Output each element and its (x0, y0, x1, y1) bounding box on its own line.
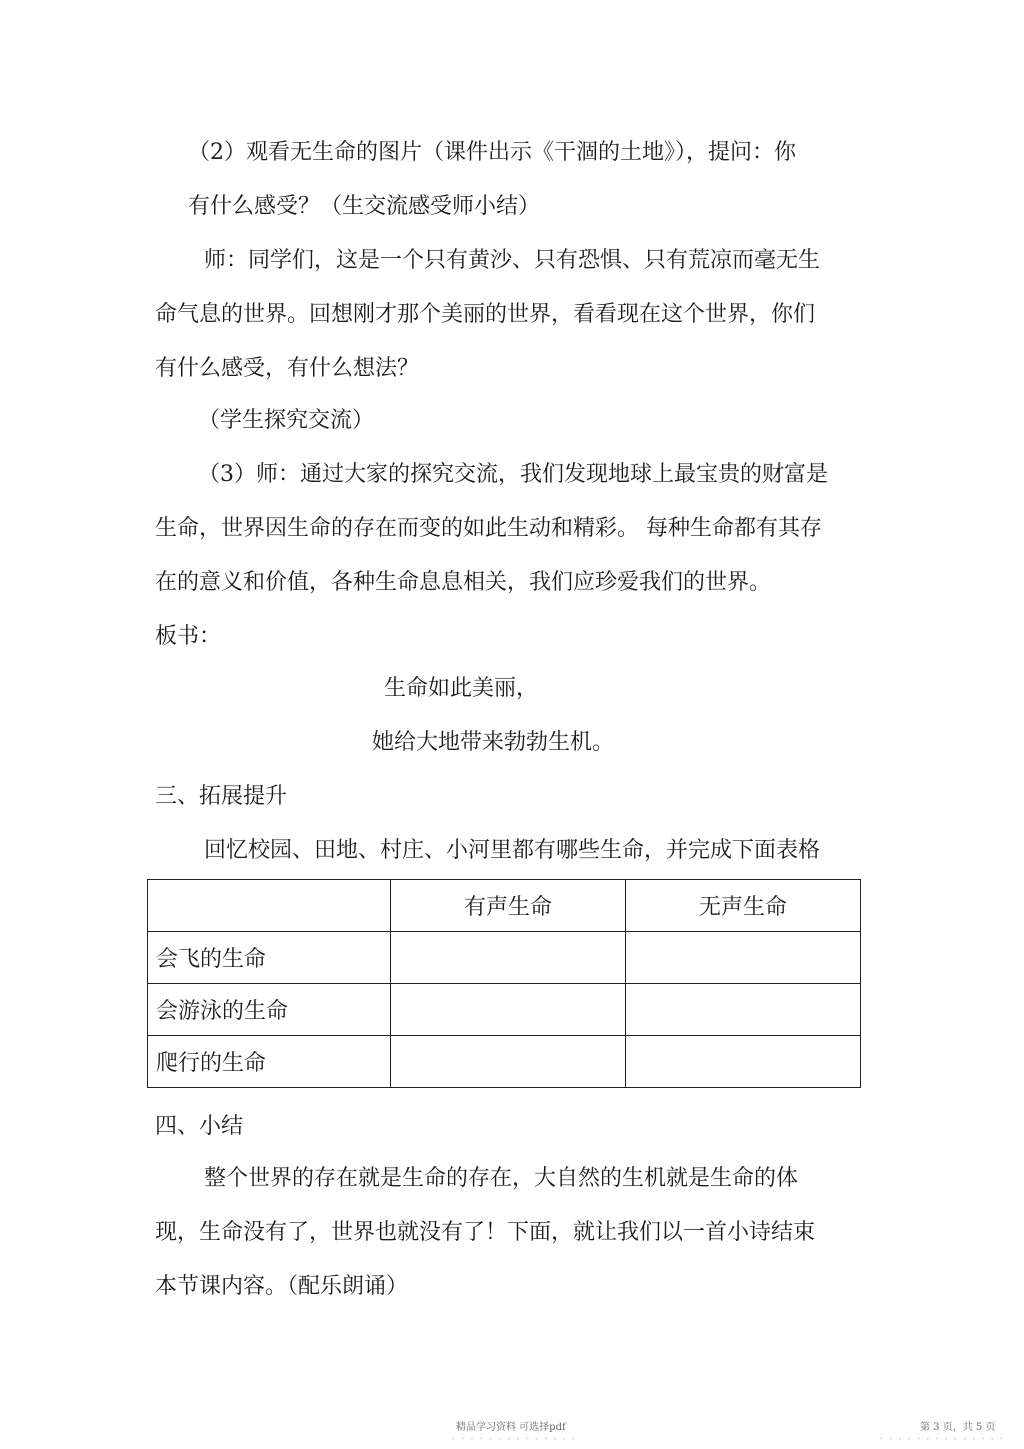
footer-left-text: 精品学习资料 可选择pdf (456, 1422, 566, 1433)
table-cell (391, 1036, 626, 1088)
table-row (148, 932, 861, 984)
table-row-label: 爬行的生命 (148, 1036, 391, 1088)
table-row-label: 会飞的生命 (148, 932, 391, 984)
table-row (148, 880, 861, 932)
section-heading: 四、小结 (155, 1114, 244, 1139)
text-line: 有什么感受，有什么想法？ (155, 356, 420, 381)
text-line: 本节课内容。（配乐朗诵） (155, 1274, 409, 1299)
footer-dashes-right: - - - - - - - - - - - - - - (880, 1434, 1005, 1443)
footer-page-number: 第 3 页，共 5 页 (920, 1422, 996, 1433)
table-cell (626, 1036, 861, 1088)
text-line: 生命如此美丽， (384, 676, 539, 701)
table-header-cell: 无声生命 (626, 880, 861, 932)
table-row (148, 984, 861, 1036)
table-row-label: 会游泳的生命 (148, 984, 391, 1036)
table-header-cell (148, 880, 391, 932)
text-line: （2）观看无生命的图片（课件出示《干涸的土地》），提问：你 (188, 140, 796, 165)
table-cell (626, 984, 861, 1036)
text-line: 有什么感受？（生交流感受师小结） (188, 194, 541, 219)
table-cell (626, 932, 861, 984)
text-line: 命气息的世界。回想刚才那个美丽的世界，看看现在这个世界，你们 (155, 302, 816, 327)
text-line: 师：同学们，这是一个只有黄沙、只有恐惧、只有荒凉而毫无生 (204, 248, 821, 273)
text-line: 在的意义和价值，各种生命息息相关，我们应珍爱我们的世界。 (155, 570, 772, 595)
text-line: 现，生命没有了，世界也就没有了！下面，就让我们以一首小诗结束 (155, 1220, 816, 1245)
table-row (148, 1036, 861, 1088)
text-line: 生命，世界因生命的存在而变的如此生动和精彩。 每种生命都有其存 (155, 516, 822, 541)
table-cell (391, 984, 626, 1036)
life-table (147, 879, 861, 1088)
table-header-cell: 有声生命 (391, 880, 626, 932)
table-cell (391, 932, 626, 984)
text-line: （3）师：通过大家的探究交流，我们发现地球上最宝贵的财富是 (198, 462, 828, 487)
section-heading: 三、拓展提升 (155, 784, 288, 809)
text-line: 板书： (155, 624, 222, 649)
text-line: 整个世界的存在就是生命的存在，大自然的生机就是生命的体 (204, 1166, 799, 1191)
text-line: 她给大地带来勃勃生机。 (372, 730, 615, 755)
text-line: 回忆校园、田地、村庄、小河里都有哪些生命，并完成下面表格 (204, 838, 821, 863)
footer-dashes-left: - - - - - - - - - - - - - - (452, 1434, 577, 1443)
text-line: （学生探究交流） (198, 408, 375, 433)
